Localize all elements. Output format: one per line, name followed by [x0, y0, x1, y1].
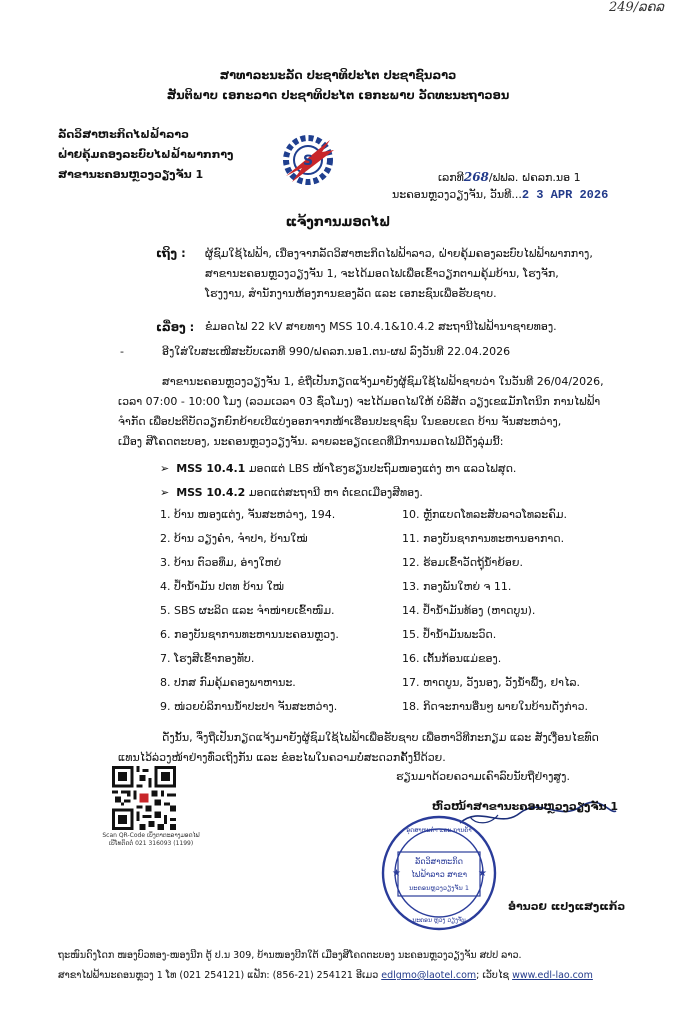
area-list-item: 3. ບ້ານ ຕົວອທຶມ, ອ່າງໃຫຍ່	[160, 556, 282, 569]
body-line1: ສາຂານະຄອນຫຼວງວຽງຈັນ 1, ຂໍຖືເປັນກຽດແຈ້ງມາຍັງຜູ້ຊົມໃຊ້ໄຟຟ້າຊາບວ່າ ໃນວັນທີ 26/04/2026,	[162, 375, 604, 388]
subject-text: ຂໍມອດໄຟ 22 kV ສາຍທາງ MSS 10.4.1&10.4.2 ສະຖານີໄຟຟ້ານາຊາຍທອງ.	[205, 320, 557, 333]
area-list-item: 10. ຫຼັກແບດໂທລະສັບລາວໂທລະຄົມ.	[402, 508, 567, 521]
closing-line2: ແທນໄວ້ລ່ວງໜ້າຢ່າງທົ່ວເຖິງກັນ ແລະ ຂໍອະໄພໃນຄວາມບໍ່ສະດວກຄັ້ງນີ້ດ້ວຍ.	[118, 751, 446, 764]
reference-bullet: -	[120, 345, 124, 358]
qr-caption: Scan QR-Code ເບິ່ງຕາຕະລາງມອດໄຟ ເບີໂທຕິດຕໍ່ 021 316093 (1199)	[102, 832, 200, 847]
regards-text: ຮຽນມາດ້ວຍຄວາມເຄົາລົບນັບຖືຢ່າງສູງ.	[396, 770, 570, 783]
to-label: ເຖິງ :	[156, 246, 186, 260]
arrow-bullet-icon: ➢	[160, 486, 170, 499]
body-line4: ເມືອງ ສີໂຄດຕະບອງ, ນະຄອນຫຼວງວຽງຈັນ. ລາຍລະອຽດເຂດທີ່ມີການມອດໄຟມີດັ່ງລຸ່ມນີ້:	[118, 435, 504, 448]
footer-contact: ສາຂາໄຟຟ້ານະຄອນຫຼວງ 1 ໂທ (021 254121) ແຟັກ: (856-21) 254121 ອີເມວ edlgmo@laotel.com; ເວັບໄຊ www.edl-lao.com	[58, 970, 593, 981]
stamp-bottom-text: ນະຄອນ ຫຼວງ ວຽງຈັນ	[412, 917, 466, 924]
org-name-line1: ລັດວິສາຫະກິດໄຟຟ້າລາວ	[58, 128, 189, 141]
official-stamp-icon	[380, 814, 498, 932]
national-header-line1: ສາທາລະນະລັດ ປະຊາທິປະໄຕ ປະຊາຊົນລາວ	[219, 68, 457, 82]
area-list-item: 9. ໜ່ວຍບໍລິການນໍ້າປະປາ ຈັນສະຫວ່າງ.	[160, 700, 338, 713]
edl-logo-icon	[278, 130, 338, 188]
document-date: ນະຄອນຫຼວງວຽງຈັນ, ວັນທີ...2 3 APR 2026	[392, 188, 609, 202]
national-header-line2: ສັນຕິພາບ ເອກະລາດ ປະຊາທິປະໄຕ ເອກະພາບ ວັດທະນະຖາວອນ	[166, 88, 510, 102]
email-link[interactable]: edlgmo@laotel.com	[381, 970, 477, 981]
to-text: ຜູ້ຊົມໃຊ້ໄຟຟ້າ, ເນື່ອງຈາກລັດວິສາຫະກິດໄຟຟ້າລາວ, ຝ່າຍຄຸ້ມຄອງລະບົບໄຟຟ້າພາກກາງ, ສາຂານະຄອນຫຼວງວຽງຈັນ 1, ຈະໄດ້ມອດໄຟເພື່ອເຂົ້າວຽກຕາມຄຸ້ມບ້ານ, ໂຮງຈັກ, ໂຮງງານ, ສໍານັກງານຫ້ອງການຂອງລັດ ແລະ ເອກະຊົນເພື່ອຮັບຊາບ.	[205, 247, 593, 300]
area-list-item: 17. ຫາດບູນ, ວັງນອງ, ວັງນໍ້າພື້ງ, ຢາໄລ.	[402, 676, 580, 689]
area-list-item: 13. ກອງພັນໃຫຍ່ ຈ 11.	[402, 580, 512, 593]
arrow-bullet-icon: ➢	[160, 462, 170, 475]
area-list-item: 8. ປກສ ກົມຄຸ້ມຄອງພາຫານະ.	[160, 676, 296, 689]
area-list-item: 4. ປໍ້ານໍ້າມັນ ປຕທ ບ້ານ ໃໝ່	[160, 580, 284, 593]
document-title: ແຈ້ງການມອດໄຟ	[285, 215, 391, 230]
stamp-top-text: ອຸດສາຫະກໍາ ແລະ ການຄ້າ	[406, 827, 472, 834]
org-name-line3: ສາຂານະຄອນຫຼວງວຽງຈັນ 1	[58, 168, 204, 181]
qr-code-icon[interactable]	[112, 766, 176, 830]
area-list-item: 15. ປໍ້ານໍ້າມັນພະວົດ.	[402, 628, 497, 641]
footer-address: ຖະໜົນດົງໂດກ ໜອງບົວທອງ-ໜອງນີກ ຕູ້ ປ.ນ 309, ບ້ານໜອງບີກໃຕ້ ເມືອງສີໂຄດຕະບອງ ນະຄອນຫຼວງວຽງຈັນ ສປປ ລາວ.	[58, 950, 522, 961]
area-list-item: 1. ບ້ານ ໜອງແຕ່ງ, ຈັນສະຫວ່າງ, 194.	[160, 508, 336, 521]
area-list-item: 6. ກອງບັນຊາການທະຫານນະຄອນຫຼວງ.	[160, 628, 339, 641]
area-list-item: 11. ກອງບັນຊາການທະຫານອາກາດ.	[402, 532, 565, 545]
mss-item: ➢ MSS 10.4.2 ມອດແຕ່ສະຖານີ ຫາ ຕໍ່ເຂດເມືອງສີທອງ.	[160, 486, 423, 499]
website-link[interactable]: www.edl-lao.com	[512, 970, 593, 981]
area-list-item: 2. ບ້ານ ວຽງຄໍາ, ຈໍາປາ, ບ້ານໃໝ່	[160, 532, 308, 545]
subject-label: ເລື່ອງ :	[156, 320, 195, 334]
reference-text: ອີງໃສ່ໃບສະເໜີສະບັບເລກທີ 990/ຝຄລກ.ນອ1.ຕນ-ຜຟ ລົງວັນທີ 22.04.2026	[162, 345, 511, 358]
document-number: ເລກທີ268/ຟຟລ. ຝຄລກ.ນອ 1	[438, 170, 581, 184]
signer-name: ອໍານວຍ ແປງແສງແກ້ວ	[508, 900, 626, 913]
area-list-item: 5. SBS ຜະລິດ ແລະ ຈໍາໜ່າຍເຂົ້າໜົມ.	[160, 604, 335, 617]
body-line3: ຈໍາກັດ ເພື່ອປະຕິບັດວຽກຍົກຍ້າຍເບີແບ່ງອອກຈາກໜ້າເຮືອນປະຊາຊົນ ໃນຂອບເຂດ ບ້ານ ຈັນສະຫວ່າງ,	[118, 415, 562, 428]
stamp-line1: ລັດວິສາຫະກິດ	[415, 857, 463, 866]
signer-title: ຫົວໜ້າສາຂານະຄອນຫຼວງວຽງຈັນ 1	[432, 800, 619, 813]
area-list-item: 12. ຮ້ອມເຂົ້າວັດຖຸ້ນໍ້າຍ້ອຍ.	[402, 556, 523, 569]
handwritten-reference: 249/ລຄລ	[608, 0, 664, 15]
body-line2: ເວລາ 07:00 - 10:00 ໂມງ (ລວມເວລາ 03 ຊົ່ວໂມງ) ຈະໄດ້ມອດໄຟໃຫ້ ບໍລິສັດ ວຽງເຂແມັກໂຕນິກ ການໄຟຟ້າ	[118, 395, 601, 408]
svg-text:★: ★	[392, 868, 401, 879]
closing-line1: ດັ່ງນັ້ນ, ຈຶ່ງຖືເປັນກຽດແຈ້ງມາຍັງຜູ້ຊົມໃຊ້ໄຟຟ້າເພື່ອຮັບຊາບ ເພື່ອຫາວິທີກະກຽມ ແລະ ສັງເງື່ອນໄຂທົດ	[162, 731, 599, 744]
org-name-line2: ຝ່າຍຄຸ້ມຄອງລະບົບໄຟຟ້າພາກກາງ	[58, 148, 234, 161]
stamp-line3: ນະຄອນຫຼວງວຽງຈັນ 1	[409, 884, 469, 892]
area-list-item: 14. ປໍ້ານໍ້າມັນທ້ອງ (ຫາດບູນ).	[402, 604, 536, 617]
area-list-item: 7. ໂຮງສີເຂົ້າກອງທັບ.	[160, 652, 255, 665]
mss-item: ➢ MSS 10.4.1 ມອດແຕ່ LBS ໜ້າໂຮງຮຽນປະຖົມໜອງແຕ່ງ ຫາ ແລວໄຟສຸດ.	[160, 462, 517, 475]
stamp-line2: ໄຟຟ້າລາວ ສາຂາ	[410, 870, 468, 879]
area-list-item: 16. ເຕັ້ນກ້ອນແມ່ຂອງ.	[402, 652, 502, 665]
area-list-item: 18. ກິດຈະການອື່ນໆ ພາຍໃນບ້ານດັ່ງກ່າວ.	[402, 700, 589, 713]
svg-text:★: ★	[478, 868, 487, 879]
svg-text:S: S	[302, 153, 314, 169]
